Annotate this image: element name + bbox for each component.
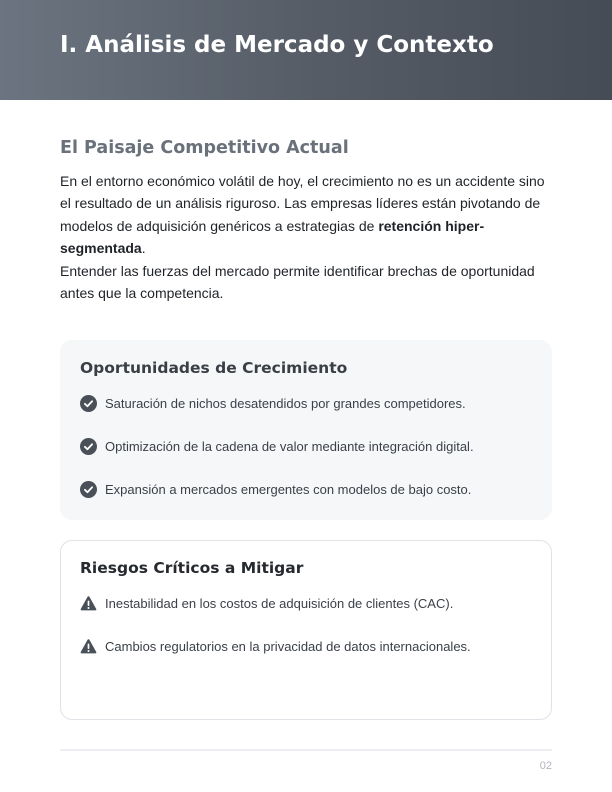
warning-triangle-icon (80, 595, 97, 612)
section-title: El Paisaje Competitivo Actual (60, 138, 349, 158)
intro-text-second: Entender las fuerzas del mercado permite identificar brechas de oportunidad antes que la competencia. (60, 262, 535, 302)
risk-item (80, 593, 453, 613)
risk-text: Inestabilidad en los costos de adquisición de clientes (CAC). (105, 595, 454, 611)
opportunity-text: Expansión a mercados emergentes con modelos de bajo costo. (105, 481, 472, 497)
intro-paragraph (60, 170, 555, 304)
opportunities-title: Oportunidades de Crecimiento (80, 359, 348, 377)
risk-item (80, 636, 471, 656)
check-circle-icon (80, 438, 97, 455)
opportunities-card (60, 340, 552, 520)
risk-text: Cambios regulatorios en la privacidad de datos internacionales. (105, 638, 471, 654)
intro-text: En el entorno económico volátil de hoy, el crecimiento no es un accidente sino el resultado de un análisis riguroso. Las empresas líderes están pivotando de modelos de adquisición genéricos a estrategias de (60, 173, 545, 234)
page-header (0, 0, 612, 100)
header-title: I. Análisis de Mercado y Contexto (60, 32, 494, 58)
warning-triangle-icon (80, 638, 97, 655)
opportunity-item (80, 393, 466, 413)
opportunity-text: Saturación de nichos desatendidos por grandes competidores. (105, 395, 466, 411)
page-number: 02 (539, 760, 552, 772)
footer-divider (60, 749, 552, 751)
intro-emphasis: retención hiper-segmentada (60, 217, 485, 257)
opportunity-item (80, 479, 471, 499)
check-circle-icon (80, 395, 97, 412)
risks-title: Riesgos Críticos a Mitigar (80, 559, 304, 577)
intro-text-end: . (141, 240, 146, 257)
check-circle-icon (80, 481, 97, 498)
opportunity-item (80, 436, 474, 456)
opportunity-text: Optimización de la cadena de valor mediante integración digital. (105, 438, 474, 454)
risks-card (60, 540, 552, 720)
